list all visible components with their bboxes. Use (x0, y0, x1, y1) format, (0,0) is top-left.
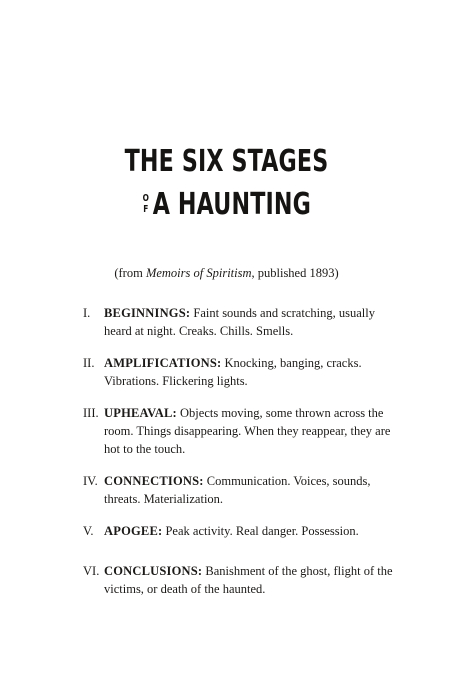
stage-text: Knocking, banging, cracks. Vibrations. Flickering lights. (104, 356, 362, 388)
stage-heading: CONNECTIONS: (104, 474, 204, 488)
stage-item (83, 304, 395, 340)
title-of-top: O (142, 193, 149, 204)
stage-heading: BEGINNINGS: (104, 306, 191, 320)
source-citation (0, 265, 453, 281)
stage-body (104, 304, 395, 340)
stage-number: IV. (83, 474, 98, 488)
title-of-stacked (142, 193, 148, 215)
stage-body (104, 354, 395, 390)
stage-heading: CONCLUSIONS: (104, 564, 203, 578)
stage-text: Objects moving, some thrown across the room. Things disappearing. When they reappear, they are hot to the touch. (104, 406, 391, 456)
title-line-2: A HAUNTING (152, 187, 311, 222)
stage-heading: AMPLIFICATIONS: (104, 356, 222, 370)
stage-number: I. (83, 306, 91, 320)
source-book-title: Memoirs of Spiritism (145, 266, 252, 280)
stage-text: Peak activity. Real danger. Possession. (162, 524, 359, 538)
title-of-bottom: F (142, 204, 149, 215)
source-suffix: , published 1893) (251, 266, 339, 280)
stage-item (83, 562, 395, 598)
stage-item (83, 522, 395, 540)
stage-item (83, 472, 395, 508)
title-line-1: THE SIX STAGES (124, 144, 329, 179)
title-line-2-inner (142, 187, 310, 223)
stage-body (104, 522, 395, 540)
stage-number: II. (83, 356, 95, 370)
stage-text: Banishment of the ghost, flight of the victims, or death of the haunted. (104, 564, 393, 596)
stage-item (83, 354, 395, 390)
stage-body (104, 562, 395, 598)
stage-heading: APOGEE: (104, 524, 163, 538)
title-line-2-wrapper (0, 187, 453, 223)
stage-text: Faint sounds and scratching, usually heard at night. Creaks. Chills. Smells. (104, 306, 375, 338)
stage-body (104, 404, 395, 458)
stage-item (83, 404, 395, 458)
stage-heading: UPHEAVAL: (104, 406, 177, 420)
stage-number: VI. (83, 564, 100, 578)
stage-text: Communication. Voices, sounds, threats. Materialization. (104, 474, 371, 506)
source-prefix: (from (114, 266, 146, 280)
stage-number: V. (83, 524, 94, 538)
stage-number: III. (83, 406, 99, 420)
stage-body (104, 472, 395, 508)
